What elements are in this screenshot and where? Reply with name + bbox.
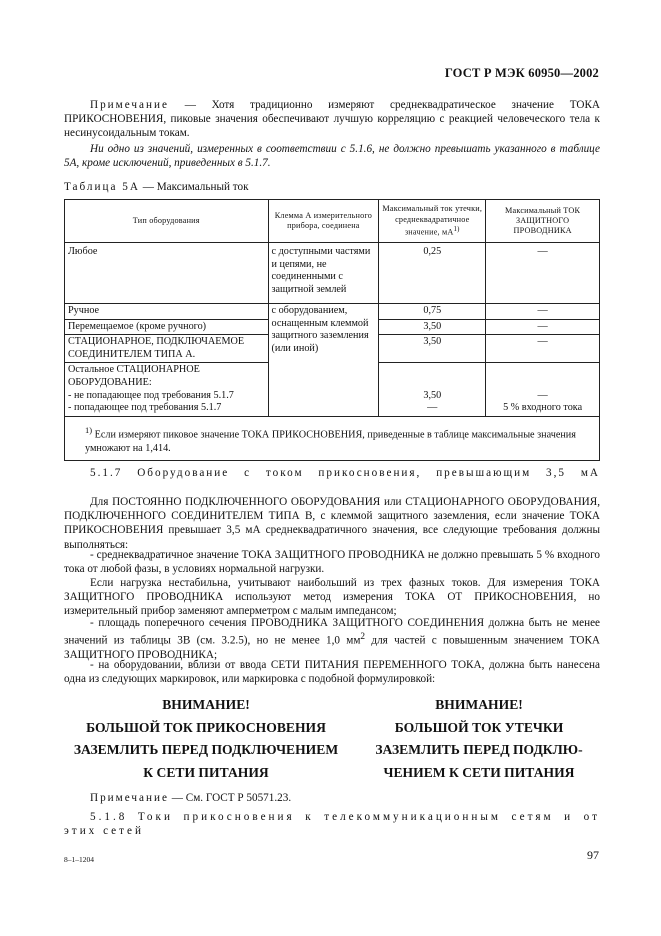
warning-left-line: ВНИМАНИЕ! — [162, 697, 250, 712]
row-protective: — — [486, 243, 600, 304]
row-equipment-title: Остальное СТАЦИОНАРНОЕ ОБОРУДОВАНИЕ: — [68, 364, 200, 388]
row-equipment: СТАЦИОНАРНОЕ, ПОДКЛЮЧАЕМОЕ СОЕДИНИТЕЛЕМ ТИПА А. — [65, 335, 269, 363]
note2-paragraph — [64, 791, 600, 805]
header-footnote-mark: 1) — [453, 225, 460, 233]
table-caption — [64, 181, 249, 193]
row-current-1: 3,50 — [423, 389, 442, 401]
row-current: 3,50 — [379, 319, 486, 335]
note-dash: — — [168, 99, 212, 111]
note2-text: См. ГОСТ Р 50571.23. — [185, 792, 292, 804]
row-protective: — — [486, 335, 600, 363]
table-caption-label: Таблица 5А — [64, 181, 140, 193]
page-number: 97 — [587, 848, 599, 862]
section-517-heading — [64, 466, 600, 480]
section-517-p1: Для ПОСТОЯННО ПОДКЛЮЧЕННОГО ОБОРУДОВАНИЯ или СТАЦИОНАРНОГО ОБОРУДОВАНИЯ, ПОДКЛЮЧЕННОГО СОЕДИНИТЕЛЕМ ТИПА В, с клеммой защитного заземления, если значение ТОКА ПРИКОСНОВЕНИЯ превышает 3,5 мА среднеквадратичного значения, все следующие требования должны выполняться: — [64, 496, 600, 551]
table-footnote — [65, 416, 600, 460]
section-517-p5: - на оборудовании, вблизи от ввода СЕТИ ПИТАНИЯ ПЕРЕМЕННОГО ТОКА, должна быть нанесена одна из следующих маркировок, или маркировка с подобной формулировкой: — [64, 659, 600, 686]
section-517-p4-sup: 2 — [360, 632, 366, 643]
warning-left-line: ЗАЗЕМЛИТЬ ПЕРЕД ПОДКЛЮЧЕНИЕМ — [73, 742, 339, 757]
warning-right-line: ЧЕНИЕМ К СЕТИ ПИТАНИЯ — [383, 764, 575, 780]
row-current: 0,25 — [379, 243, 486, 304]
row-current: 0,75 — [379, 304, 486, 320]
row-protective-2: 5 % входного тока — [503, 402, 583, 414]
section-517-p4-text-b: для частей с повышенным значением ТОКА ЗАЩИТНОГО ПРОВОДНИКА; — [64, 634, 600, 662]
warning-left-line: К СЕТИ ПИТАНИЯ — [143, 764, 269, 780]
row-equipment-sub1: - не попадающее под требования 5.1.7 — [68, 389, 234, 401]
table-row — [65, 304, 600, 320]
document-header: ГОСТ Р МЭК 60950—2002 — [444, 66, 599, 80]
section-518-heading-text: 5.1.8 Токи прикосновения к телекоммуникационным сетям и от этих сетей — [64, 811, 600, 838]
footnote-mark: 1) — [85, 424, 93, 435]
note-paragraph — [64, 98, 600, 141]
row-equipment: Перемещаемое (кроме ручного) — [65, 319, 269, 335]
row-protective — [486, 363, 600, 416]
warning-left-line: БОЛЬШОЙ ТОК ПРИКОСНОВЕНИЯ — [86, 719, 326, 735]
warning-label-right — [352, 694, 606, 784]
warning-right-line: ЗАЗЕМЛИТЬ ПЕРЕД ПОДКЛЮ- — [375, 742, 583, 757]
header-terminal: Клемма А измерительного прибора, соединена — [268, 200, 379, 243]
row-terminal: с доступными частями и цепями, не соединенными с защитной землей — [268, 243, 379, 304]
table-header-row — [65, 200, 600, 243]
row-protective-1: — — [537, 389, 548, 401]
header-equipment: Тип оборудования — [65, 200, 269, 243]
row-equipment: Ручное — [65, 304, 269, 320]
note-text: Хотя традиционно измеряют среднеквадратическое значение ТОКА ПРИКОСНОВЕНИЯ, пиковые значения обеспечивают лучшую корреляцию с реакцией человеческого тела к несинусоидальным токам. — [64, 99, 601, 140]
header-max-current — [379, 200, 486, 243]
header-max-current-text: Максимальный ток утечки, среднеквадратичное значение, мА — [382, 204, 483, 237]
row-equipment — [65, 363, 269, 416]
row-protective: — — [486, 304, 600, 320]
max-current-table — [64, 199, 600, 461]
row-current: 3,50 — [379, 335, 486, 363]
note-label: Примечание — [90, 99, 169, 111]
note2-label: Примечание — [90, 792, 169, 804]
section-517-p4 — [64, 616, 600, 662]
table-caption-text: — Максимальный ток — [139, 181, 249, 193]
row-terminal: с оборудованием, оснащенным клеммой защитного заземления (или иной) — [268, 304, 379, 417]
row-equipment: Любое — [65, 243, 269, 304]
section-518-heading — [64, 810, 600, 838]
row-equipment-sub2: - попадающее под требования 5.1.7 — [68, 402, 222, 414]
row-current-2: — — [427, 402, 438, 414]
table-footnote-row — [65, 416, 600, 460]
warning-right-line: БОЛЬШОЙ ТОК УТЕЧКИ — [394, 719, 564, 735]
requirement-paragraph: Ни одно из значений, измеренных в соответствии с 5.1.6, не должно превышать указанного в таблице 5А, кроме исключений, приведенных в 5.1.7. — [64, 143, 600, 170]
row-protective: — — [486, 319, 600, 335]
note2-dash: — — [168, 792, 186, 804]
header-protective: Максимальный ТОК ЗАЩИТНОГО ПРОВОДНИКА — [486, 200, 600, 243]
section-517-p4-text-a: - площадь поперечного сечения ПРОВОДНИКА ЗАЩИТНОГО СОЕДИНЕНИЯ должна быть не менее значений из таблицы 3В (см. 3.2.5), но не менее 1,0 мм — [64, 617, 600, 647]
footer-code: 8–1–1204 — [64, 855, 94, 864]
footnote-text: Если измеряют пиковое значение ТОКА ПРИКОСНОВЕНИЯ, приведенные в таблице максимальные значения умножают на 1,414. — [85, 429, 576, 455]
row-current — [379, 363, 486, 416]
warning-right-line: ВНИМАНИЕ! — [435, 697, 523, 712]
section-517-p2: - среднеквадратичное значение ТОКА ЗАЩИТНОГО ПРОВОДНИКА не должно превышать 5 % входного тока от любой фазы, в условиях нормальной нагрузки. — [64, 549, 600, 576]
section-517-p3: Если нагрузка нестабильна, учитывают наибольший из трех фазных токов. Для измерения ТОКА ЗАЩИТНОГО ПРОВОДНИКА используют метод измерения ТОКА ОТ ПРИКОСНОВЕНИЯ, но измерительный прибор заменяют амперметром с малым импедансом; — [64, 577, 600, 618]
warning-label-left — [62, 694, 350, 784]
section-517-heading-text: 5.1.7 Оборудование с током прикосновения, превышающим 3,5 мА — [90, 467, 600, 479]
table-row — [65, 243, 600, 304]
